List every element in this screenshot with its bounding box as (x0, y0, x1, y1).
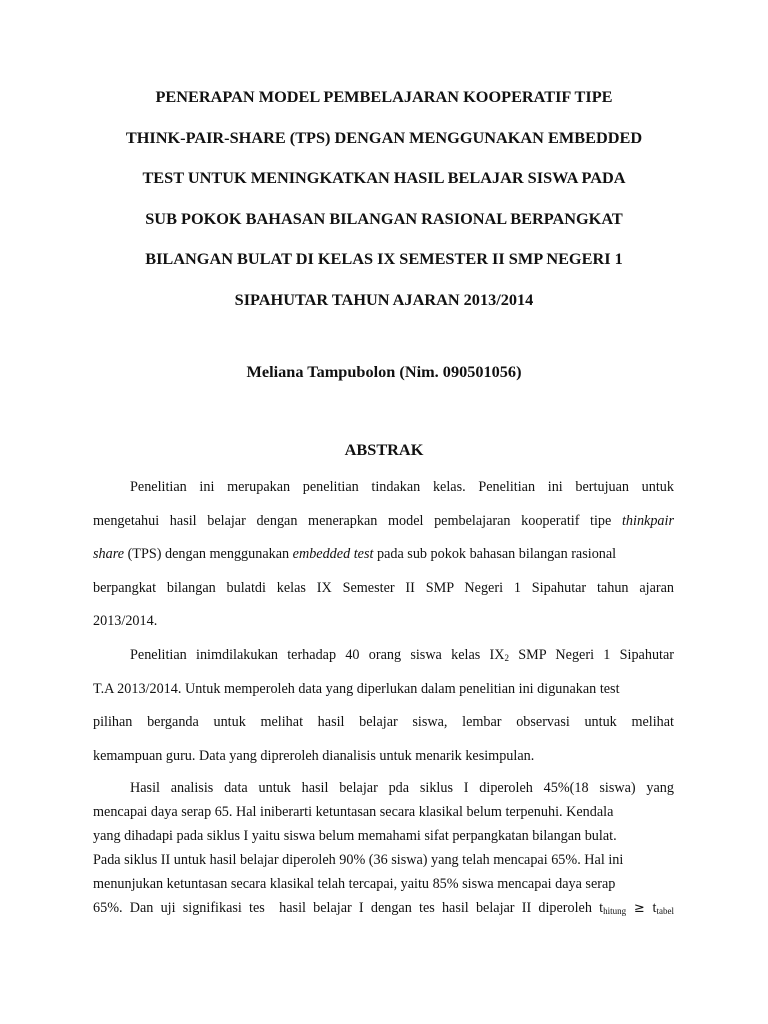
paragraph-2-line-4: kemampuan guru. Data yang dipreroleh dianalisis untuk menarik kesimpulan. (93, 747, 535, 764)
paragraph-1-line-3-text-d: pada sub pokok bahasan bilangan rasional (373, 546, 617, 562)
title-line-3: TEST UNTUK MENINGKATKAN HASIL BELAJAR SISWA PADA (142, 168, 626, 187)
paragraph-1-line-2-text: mengetahui hasil belajar dengan menerapkan model pembelajaran kooperatif tipe (93, 512, 622, 529)
title-line-1: PENERAPAN MODEL PEMBELAJARAN KOOPERATIF TIPE (155, 87, 613, 106)
paragraph-3-line-2: mencapai daya serap 65. Hal iniberarti ketuntasan secara klasikal belum terpenuhi. Kendala (93, 804, 614, 820)
paragraph-3-line-5: menunjukan ketuntasan secara klasikal telah tercapai, yaitu 85% siswa mencapai daya serap (93, 876, 616, 892)
paragraph-1-line-3-italic-share: share (93, 546, 125, 562)
document-title (60, 87, 708, 330)
paragraph-1-line-3-italic-embedded: embedded test (292, 546, 374, 562)
paragraph-3-line-6 (93, 898, 674, 918)
paragraph-2-line-2: T.A 2013/2014. Untuk memperoleh data yang diperlukan dalam penelitian ini digunakan test (93, 680, 620, 697)
title-line-6: SIPAHUTAR TAHUN AJARAN 2013/2014 (234, 289, 534, 309)
paragraph-2-line-1-subscript: 2 (504, 653, 510, 663)
paragraph-1-line-4: berpangkat bilangan bulatdi kelas IX Semester II SMP Negeri 1 Sipahutar tahun ajaran (93, 579, 674, 596)
title-line-5: BILANGAN BULAT DI KELAS IX SEMESTER II SMP NEGERI 1 (145, 249, 623, 268)
paragraph-2-line-1-text-b: SMP Negeri 1 Sipahutar (509, 647, 674, 663)
paragraph-3-line-4: Pada siklus II untuk hasil belajar diperoleh 90% (36 siswa) yang telah mencapai 65%. Hal ini (93, 852, 624, 868)
title-line-2: THINK-PAIR-SHARE (TPS) DENGAN MENGGUNAKAN EMBEDDED (125, 127, 643, 147)
title-line-4: SUB POKOK BAHASAN BILANGAN RASIONAL BERPANGKAT (145, 208, 623, 228)
paragraph-1-line-2-italic: thinkpair (621, 512, 674, 529)
paragraph-1-line-3 (93, 544, 616, 564)
paragraph-2-line-1 (130, 645, 674, 665)
paragraph-1-line-2 (93, 511, 674, 531)
author-line: Meliana Tampubolon (Nim. 090501056) (246, 362, 522, 381)
paragraph-3-line-6-sub-tabel: tabel (656, 906, 674, 916)
paragraph-3-line-6-text: 65%. Dan uji signifikasi tes hasil belajar I dengan tes hasil belajar II diperoleh t (93, 900, 604, 916)
paragraph-3-line-3: yang dihadapi pada siklus I yaitu siswa belum memahami sifat perpangkatan bilangan bulat. (93, 828, 617, 844)
paragraph-3-line-1: Hasil analisis data untuk hasil belajar pda siklus I diperoleh 45%(18 siswa) yang (130, 780, 674, 796)
paragraph-3-line-6-t: t (652, 900, 657, 916)
paragraph-2-line-1-text-a: Penelitian inimdilakukan terhadap 40 orang siswa kelas IX (130, 647, 505, 663)
paragraph-1-line-5: 2013/2014. (93, 613, 158, 629)
paragraph-3-line-6-sub-hitung: hitung (603, 906, 627, 916)
paragraph-3-line-6-ge-symbol: ≥ (626, 901, 653, 916)
paragraph-1-line-3-text-b: (TPS) dengan menggunakan (124, 546, 293, 562)
abstract-heading: ABSTRAK (344, 440, 424, 459)
paragraph-2-line-3: pilihan berganda untuk melihat hasil belajar siswa, lembar observasi untuk melihat (93, 714, 674, 730)
paragraph-1-line-1: Penelitian ini merupakan penelitian tindakan kelas. Penelitian ini bertujuan untuk (130, 479, 674, 495)
